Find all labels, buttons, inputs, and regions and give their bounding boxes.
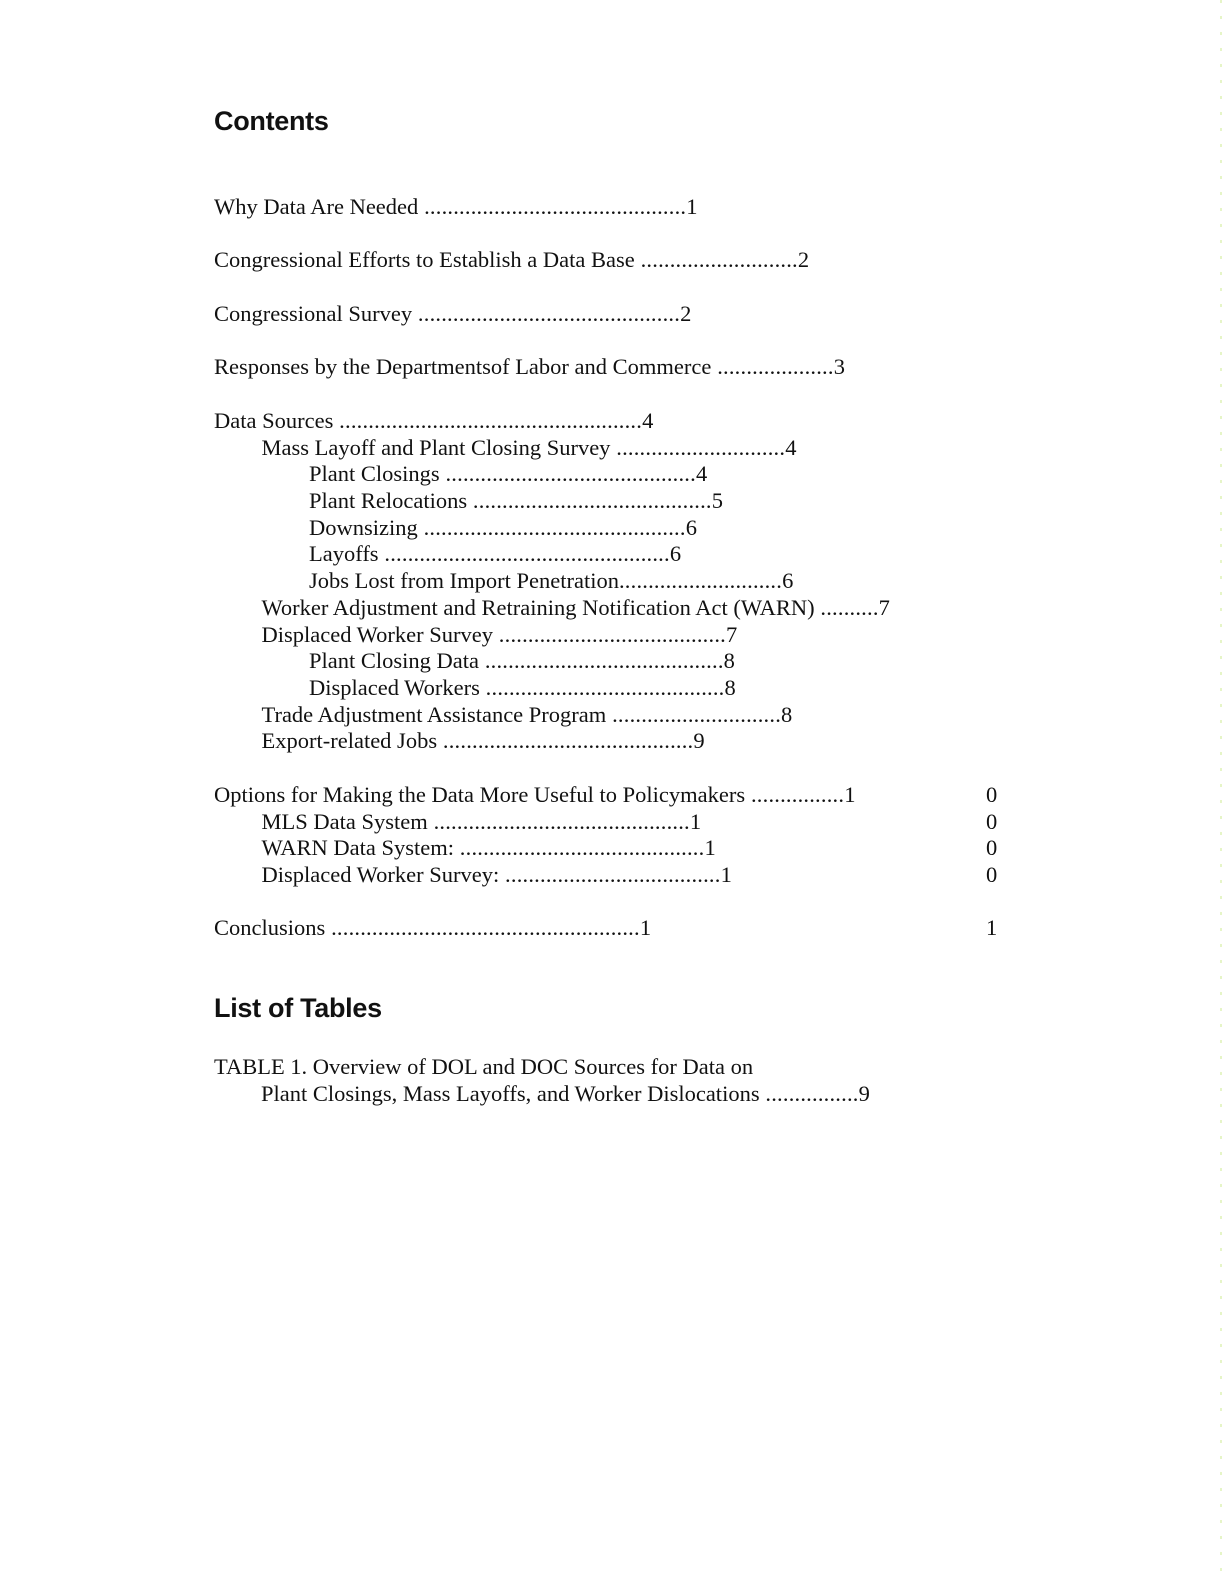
toc-entry[interactable]: [309, 540, 681, 567]
page-number: 4: [642, 408, 654, 433]
table-entry-line1[interactable]: TABLE 1. Overview of DOL and DOC Sources for Data on: [214, 1054, 754, 1079]
contents-heading: Contents: [214, 106, 329, 136]
toc-entry[interactable]: [262, 621, 738, 648]
toc-entry-title: WARN Data System:: [261, 835, 454, 860]
dot-leader: .............................: [610, 435, 786, 460]
dot-leader: ..........: [814, 595, 879, 620]
toc-entry-title: Why Data Are Needed: [214, 194, 419, 219]
dot-leader: ............................: [618, 568, 783, 593]
toc-entry[interactable]: [309, 487, 723, 514]
page-edge-marker: [1220, 0, 1222, 1584]
toc-entry-title: Downsizing: [309, 515, 418, 540]
toc-entry[interactable]: [214, 193, 697, 220]
toc-entry-title: Displaced Workers: [309, 675, 480, 700]
toc-entry-title: Plant Closing Data: [309, 648, 479, 673]
dot-leader: .............................................: [417, 515, 686, 540]
dot-leader: .....................................................: [325, 915, 640, 940]
page-number: 1: [686, 194, 698, 219]
page-number: 8: [781, 702, 793, 727]
page-number: 6: [782, 568, 794, 593]
page-number: 4: [785, 435, 797, 460]
toc-entry[interactable]: [262, 808, 702, 835]
dot-leader: .................................................: [378, 541, 670, 566]
toc-entry-title: Mass Layoff and Plant Closing Survey: [261, 435, 611, 460]
list-of-tables-heading: List of Tables: [214, 993, 382, 1023]
toc-entry[interactable]: [262, 434, 797, 461]
toc-entry[interactable]: [214, 914, 651, 941]
toc-entry-title: Responses by the Departmentsof Labor and Commerce: [214, 354, 712, 379]
page-number: 1: [844, 782, 856, 807]
dot-leader: .........................................: [467, 488, 712, 513]
toc-entry[interactable]: [214, 246, 809, 273]
toc-entry[interactable]: [262, 727, 705, 754]
page-number-overflow-digit: 0: [986, 782, 998, 807]
toc-entry[interactable]: [309, 460, 707, 487]
dot-leader: ...........................................: [437, 728, 694, 753]
page-number: 2: [680, 301, 692, 326]
toc-entry-title: Worker Adjustment and Retraining Notification Act (WARN): [261, 595, 815, 620]
toc-entry[interactable]: [309, 647, 735, 674]
dot-leader: .........................................: [479, 648, 724, 673]
toc-entry-title: Options for Making the Data More Useful to Policymakers: [214, 782, 746, 807]
toc-entry[interactable]: [309, 674, 736, 701]
page-number-overflow-digit: 0: [986, 835, 998, 860]
page-number: 3: [833, 354, 845, 379]
page-number: 1: [639, 915, 652, 940]
page-number: 1: [720, 862, 732, 887]
toc-entry[interactable]: [214, 781, 855, 808]
toc-entry[interactable]: [214, 407, 653, 434]
dot-leader: ...........................: [634, 247, 798, 272]
toc-entry[interactable]: [262, 834, 716, 861]
dot-leader: .............................................: [412, 301, 681, 326]
dot-leader: ............................................: [427, 809, 690, 834]
dot-leader: .....................................: [499, 862, 721, 887]
dot-leader: .......................................: [492, 622, 726, 647]
dot-leader: ..........................................: [453, 835, 705, 860]
toc-entry-title: Congressional Efforts to Establish a Data Base: [214, 247, 635, 272]
page-number-overflow-digit: 0: [986, 862, 998, 887]
toc-entry[interactable]: [214, 353, 845, 380]
toc-entry-title: Data Sources: [214, 408, 334, 433]
page-number: 1: [689, 809, 702, 834]
page-number: 1: [704, 835, 716, 860]
page-number: 2: [797, 247, 810, 272]
dot-leader: .............................: [606, 702, 782, 727]
page-number: 9: [693, 728, 705, 753]
page-number: 6: [685, 515, 697, 540]
dot-leader: ....................................................: [333, 408, 643, 433]
toc-entry-title: Displaced Worker Survey:: [261, 862, 500, 887]
toc-entry-title: Conclusions: [214, 915, 326, 940]
dot-leader: .............................................: [418, 194, 687, 219]
toc-entry[interactable]: [309, 567, 793, 594]
toc-entry-title: Congressional Survey: [214, 301, 413, 326]
page-number: 5: [711, 488, 724, 513]
page-number: 8: [724, 675, 736, 700]
page-number-overflow-digit: 1: [986, 915, 998, 940]
page-number: 7: [725, 622, 738, 647]
toc-entry-title: Layoffs: [309, 541, 379, 566]
dot-leader: ....................: [711, 354, 834, 379]
toc-entry-title: Export-related Jobs: [261, 728, 438, 753]
dot-leader: ................: [759, 1081, 859, 1106]
toc-entry-title: Trade Adjustment Assistance Program: [261, 702, 607, 727]
table-entry-line2[interactable]: [261, 1080, 870, 1107]
page-number: 4: [695, 461, 708, 486]
page-number: 6: [669, 541, 682, 566]
page-number: 7: [878, 595, 890, 620]
page-number: 8: [723, 648, 735, 673]
dot-leader: .........................................: [479, 675, 725, 700]
toc-entry-title: MLS Data System: [261, 809, 428, 834]
toc-entry-title: Displaced Worker Survey: [261, 622, 493, 647]
dot-leader: ................: [745, 782, 845, 807]
dot-leader: ...........................................: [439, 461, 696, 486]
toc-entry-title: Plant Closings: [309, 461, 440, 486]
toc-entry[interactable]: [262, 861, 732, 888]
toc-entry[interactable]: [262, 594, 890, 621]
page-number: 9: [858, 1081, 870, 1106]
toc-entry[interactable]: [309, 514, 697, 541]
toc-entry-title: Plant Relocations: [309, 488, 468, 513]
table-entry-title: Plant Closings, Mass Layoffs, and Worker Dislocations: [261, 1081, 760, 1106]
toc-entry[interactable]: [214, 300, 691, 327]
toc-entry[interactable]: [262, 701, 793, 728]
page-number-overflow-digit: 0: [986, 809, 998, 834]
toc-entry-title: Jobs Lost from Import Penetration: [309, 568, 619, 593]
